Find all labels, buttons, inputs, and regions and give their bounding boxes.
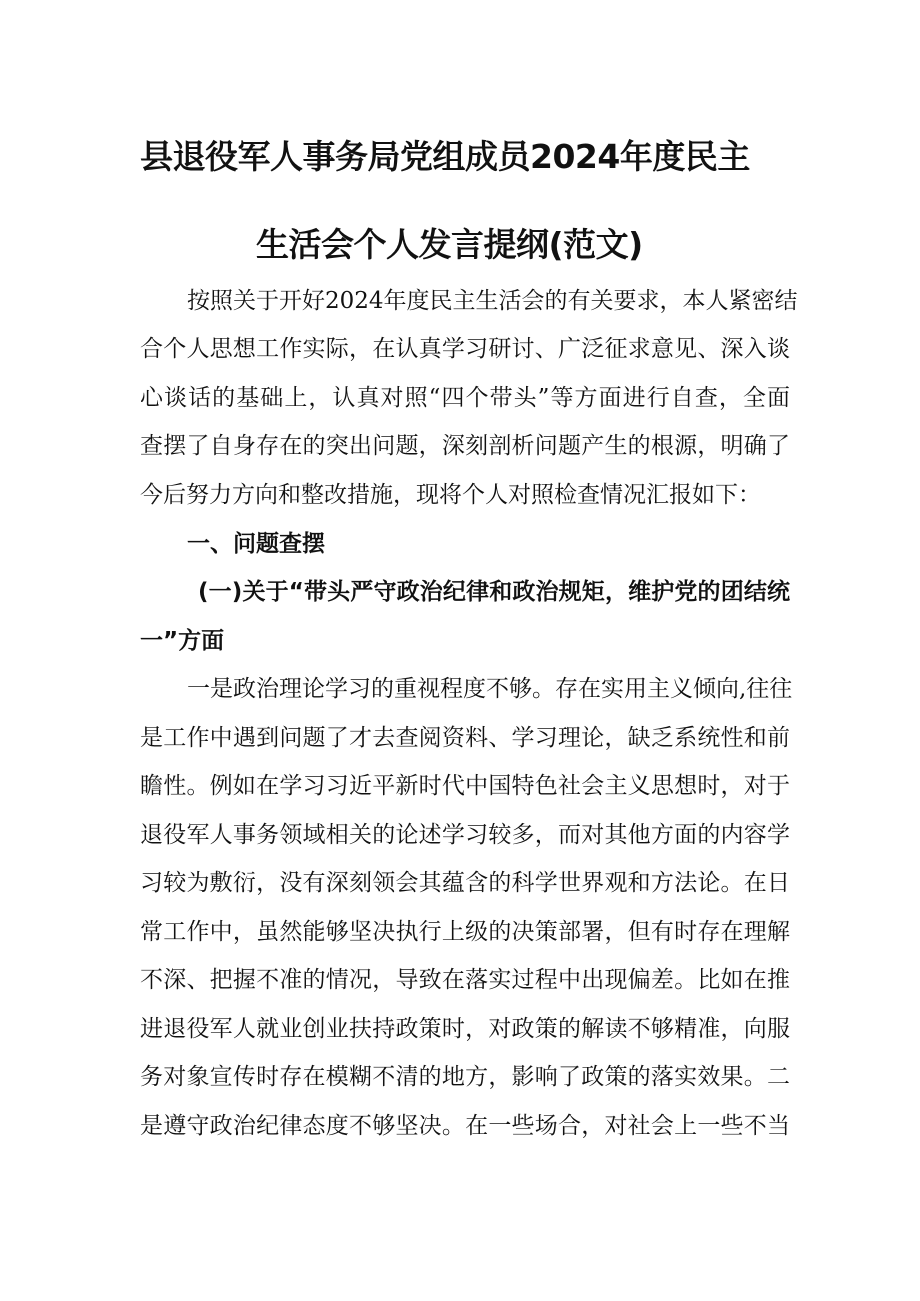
- intro-paragraph-line: 按照关于开好2024年度民主生活会的有关要求，本人紧密结: [187, 288, 798, 314]
- body-paragraph-line: 务对象宣传时存在模糊不清的地方，影响了政策的落实效果。二: [140, 1064, 790, 1090]
- body-paragraph-line: 一是政治理论学习的重视程度不够。存在实用主义倾向,往往: [187, 676, 793, 702]
- body-paragraph-line: 常工作中，虽然能够坚决执行上级的决策部署，但有时存在理解: [140, 919, 790, 945]
- document-title-line-1: 县退役军人事务局党组成员2024年度民主: [140, 137, 750, 176]
- subsection-heading-line: (一)关于“带头严守政治纪律和政治规矩，维护党的团结统: [198, 579, 790, 605]
- intro-paragraph-line: 心谈话的基础上，认真对照“四个带头”等方面进行自查，全面: [140, 385, 790, 411]
- body-paragraph-line: 进退役军人就业创业扶持政策时，对政策的解读不够精准，向服: [140, 1016, 790, 1042]
- body-paragraph-line: 是遵守政治纪律态度不够坚决。在一些场合，对社会上一些不当: [140, 1113, 790, 1139]
- body-paragraph-line: 习较为敷衍，没有深刻领会其蕴含的科学世界观和方法论。在日: [140, 870, 790, 896]
- section-heading: 一、问题查摆: [187, 531, 325, 557]
- subsection-heading-line: 一”方面: [140, 628, 225, 654]
- body-paragraph-line: 退役军人事务领域相关的论述学习较多，而对其他方面的内容学: [140, 822, 790, 848]
- document-title-line-2: 生活会个人发言提纲(范文): [256, 225, 643, 264]
- intro-paragraph-line: 合个人思想工作实际，在认真学习研讨、广泛征求意见、深入谈: [140, 336, 790, 362]
- body-paragraph-line: 不深、把握不准的情况，导致在落实过程中出现偏差。比如在推: [140, 967, 790, 993]
- body-paragraph-line: 是工作中遇到问题了才去查阅资料、学习理论，缺乏系统性和前: [140, 725, 790, 751]
- body-paragraph-line: 瞻性。例如在学习习近平新时代中国特色社会主义思想时，对于: [140, 773, 790, 799]
- intro-paragraph-line: 今后努力方向和整改措施，现将个人对照检查情况汇报如下：: [140, 482, 761, 508]
- intro-paragraph-line: 查摆了自身存在的突出问题，深刻剖析问题产生的根源，明确了: [140, 433, 790, 459]
